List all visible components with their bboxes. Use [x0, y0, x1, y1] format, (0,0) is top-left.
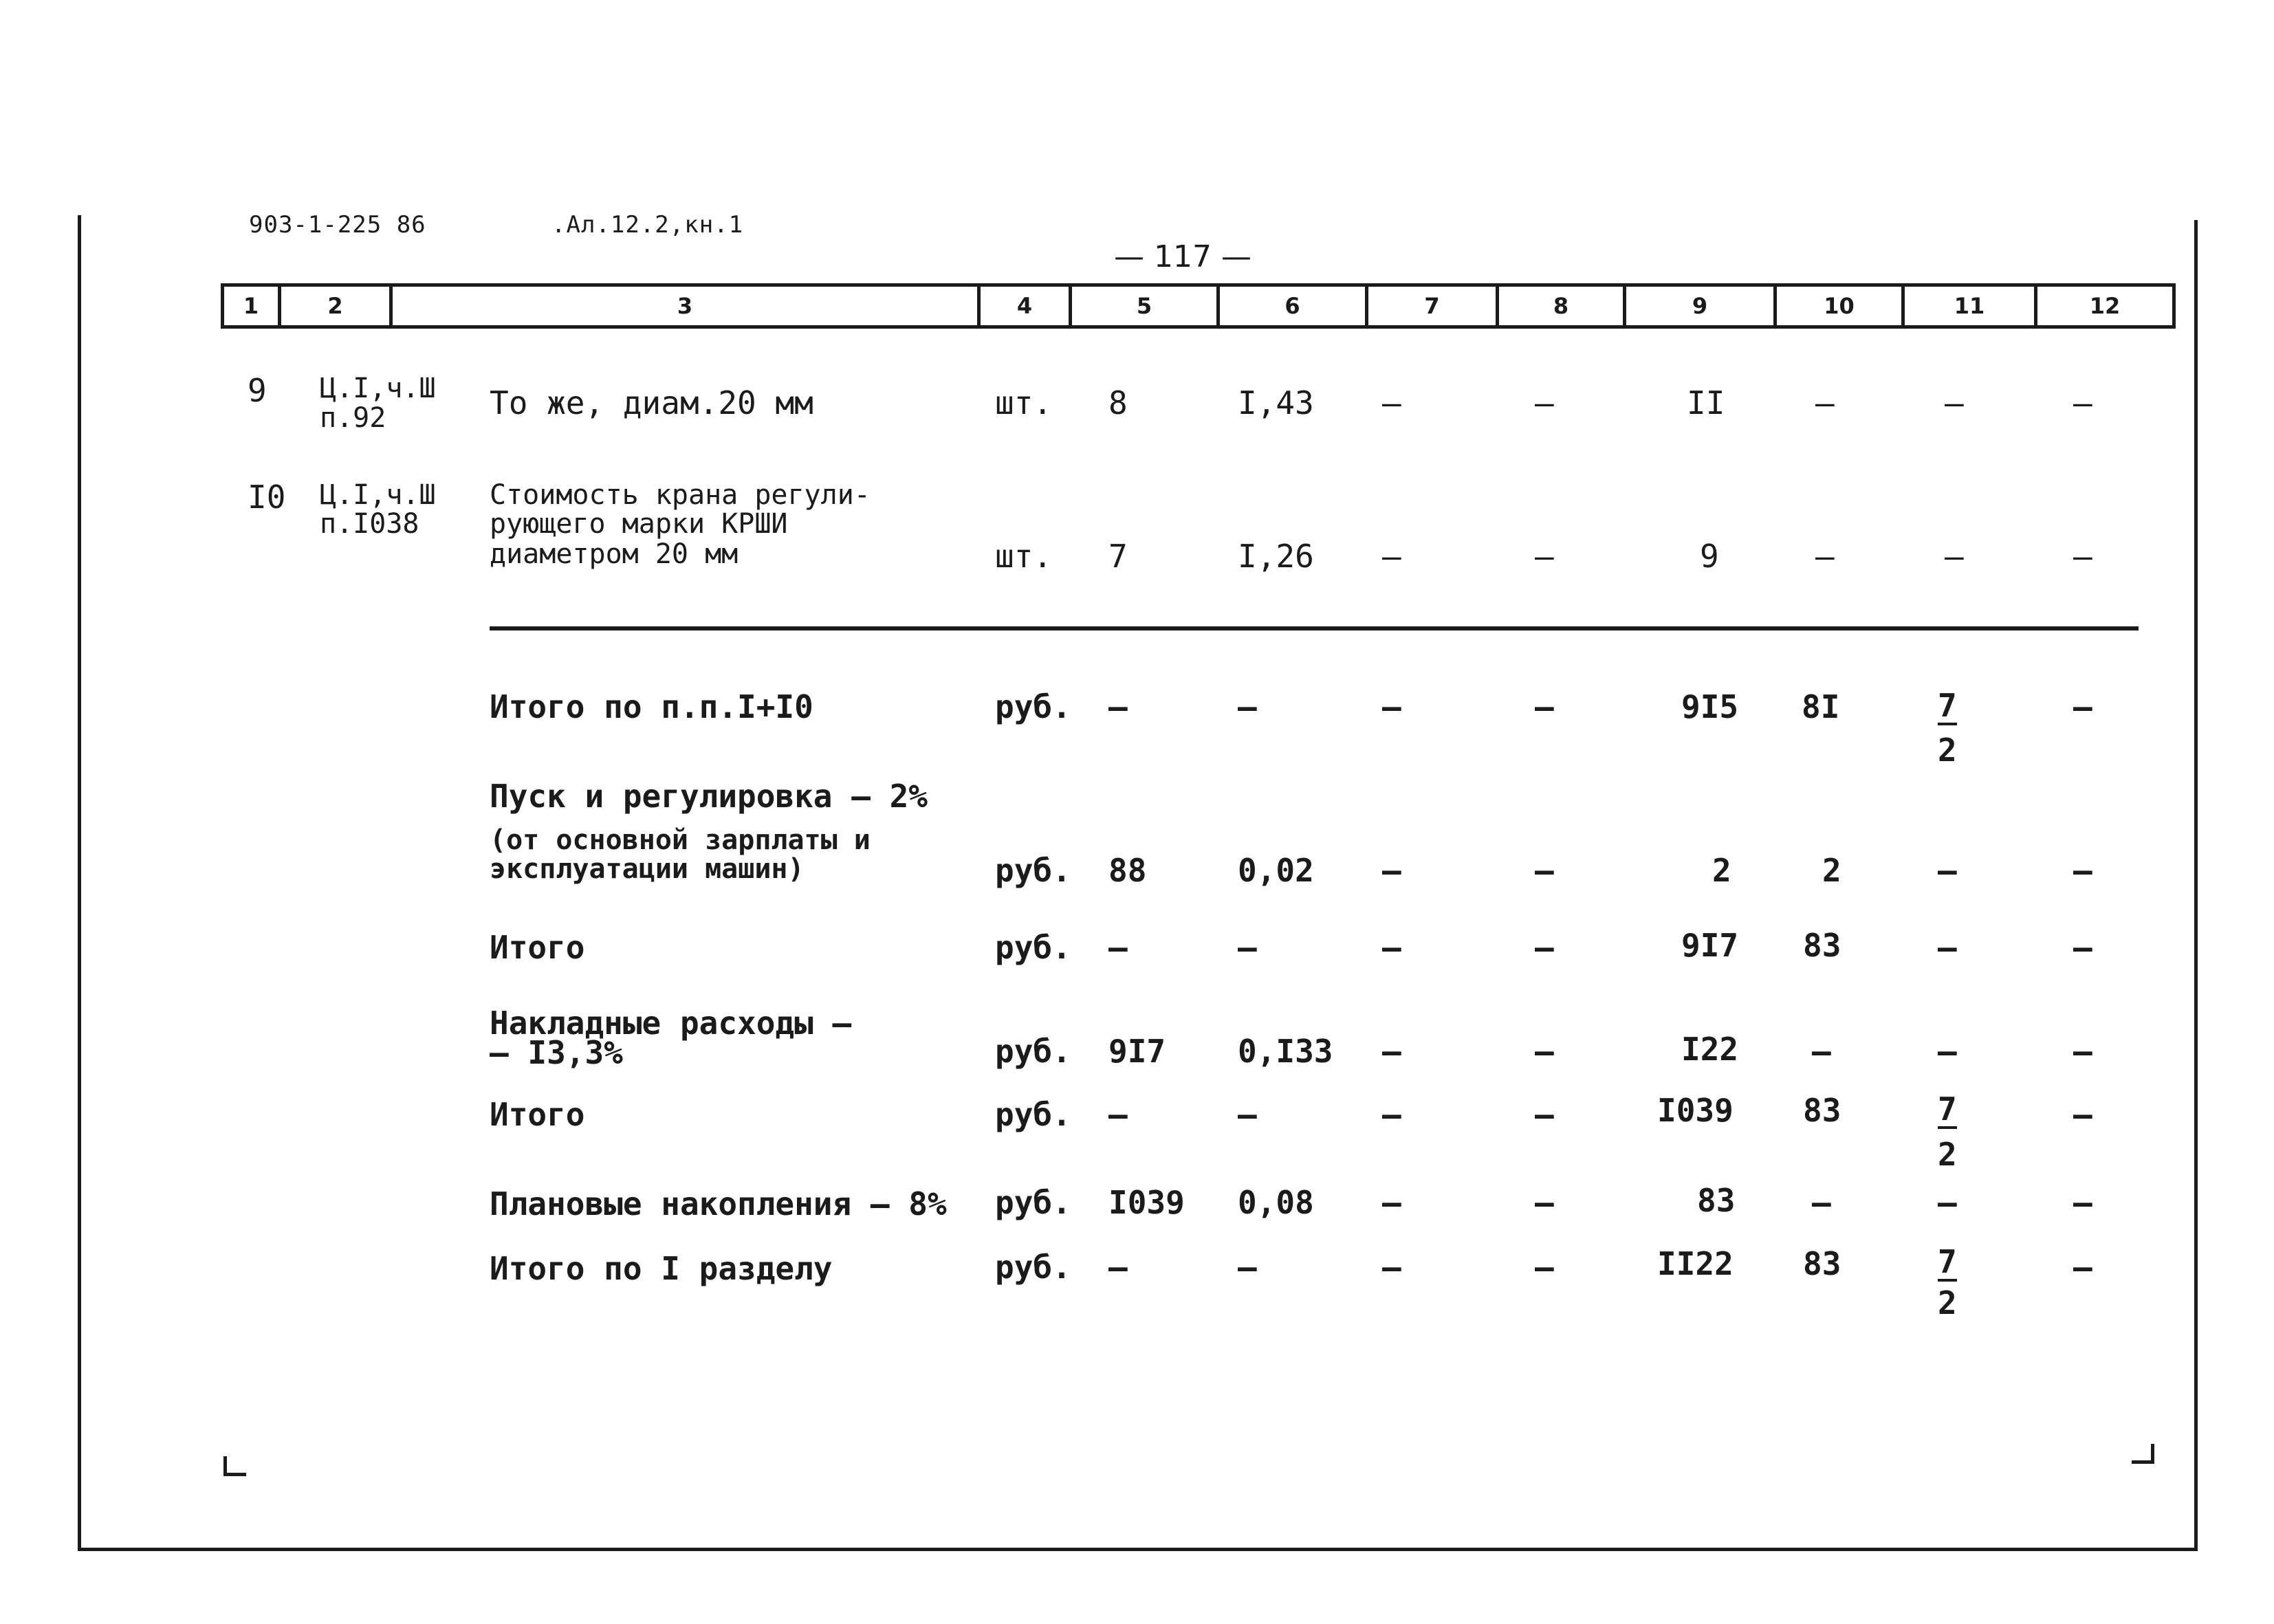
unit-cell: шт. [995, 384, 1053, 421]
cell-col11: – [1938, 852, 1957, 889]
cell-col8: – [1535, 929, 1554, 966]
cell-col12: – [2073, 1249, 2092, 1286]
cell-col9: 2 [1712, 852, 1731, 889]
cell-col6: – [1238, 1096, 1257, 1133]
cell-col11-denominator: 2 [1938, 1284, 1957, 1321]
column-number: 10 [1775, 285, 1903, 327]
column-number: 12 [2036, 285, 2174, 327]
cell-col10: 2 [1822, 852, 1841, 889]
cell-col10: – [1812, 1184, 1831, 1221]
cell-col11: – [1938, 929, 1957, 966]
column-number: 7 [1367, 285, 1498, 327]
cell-col6: – [1238, 688, 1257, 725]
cell-col8: – [1535, 1249, 1554, 1286]
column-number: 3 [391, 285, 979, 327]
column-number-header [221, 283, 2176, 329]
cell-col8: – [1535, 688, 1554, 725]
item-description: Накладные расходы – [490, 1005, 852, 1042]
unit-cell: руб. [995, 1033, 1071, 1070]
album-reference: .Ал.12.2,кн.1 [551, 211, 744, 239]
cell-col11: – [1938, 1184, 1957, 1221]
unit-cell: руб. [995, 852, 1071, 889]
cell-col5: 9I7 [1108, 1033, 1166, 1070]
cell-col6: 0,02 [1238, 852, 1314, 889]
cell-col10: 83 [1803, 927, 1841, 964]
price-reference: Ц.I,ч.Ш [320, 479, 436, 511]
cell-col9: 83 [1697, 1182, 1736, 1219]
column-number: 11 [1903, 285, 2036, 327]
cell-col7: – [1382, 852, 1401, 889]
cell-col5: – [1108, 1249, 1128, 1286]
cell-col6: – [1238, 1249, 1257, 1286]
column-number: 8 [1498, 285, 1625, 327]
frame-left-border [78, 215, 81, 1551]
item-description: Итого [490, 929, 585, 966]
item-description: Стоимость крана регули- [490, 479, 871, 511]
cell-col7: – [1382, 1096, 1401, 1133]
cell-col7: – [1382, 384, 1401, 421]
cell-col12: – [2073, 538, 2092, 575]
item-description: (от основной зарплаты и [490, 824, 871, 856]
cell-col8: – [1535, 1033, 1554, 1070]
cell-col9: 9I7 [1681, 927, 1739, 964]
unit-cell: руб. [995, 1249, 1071, 1286]
item-description: Итого по п.п.I+I0 [490, 688, 813, 725]
section-divider [490, 626, 2139, 630]
document-code: 903-1-225 86 [249, 211, 426, 239]
column-number: 2 [280, 285, 391, 327]
unit-cell: руб. [995, 1184, 1071, 1221]
cell-col6: I,26 [1238, 538, 1314, 575]
cell-col7: – [1382, 688, 1401, 725]
cell-col5: 8 [1108, 384, 1128, 421]
cell-col7: – [1382, 1033, 1401, 1070]
cell-col11-numerator: 7 [1938, 687, 1957, 724]
column-number: 9 [1625, 285, 1775, 327]
cell-col8: – [1535, 852, 1554, 889]
item-description: рующего марки КРШИ [490, 508, 788, 540]
cell-col12: – [2073, 852, 2092, 889]
unit-cell: руб. [995, 1096, 1071, 1133]
price-reference: Ц.I,ч.Ш [320, 373, 436, 404]
cell-col7: – [1382, 1184, 1401, 1221]
cell-col11-denominator: 2 [1938, 1136, 1957, 1173]
price-reference: п.92 [320, 402, 386, 434]
cell-col12: – [2073, 1184, 2092, 1221]
cell-col11-denominator: 2 [1938, 732, 1957, 769]
frame-bottom-border [78, 1548, 2198, 1551]
cell-col7: – [1382, 1249, 1401, 1286]
cell-col5: 88 [1108, 852, 1147, 889]
cell-col10: – [1815, 384, 1835, 421]
item-description: Итого [490, 1096, 585, 1133]
frame-right-border [2194, 220, 2198, 1551]
cell-col11: – [1945, 384, 1964, 421]
row-number: 9 [248, 372, 267, 409]
row-number: I0 [248, 479, 286, 516]
column-number: 6 [1218, 285, 1367, 327]
cell-col11-numerator: 7 [1938, 1243, 1957, 1280]
cell-col12: – [2073, 1033, 2092, 1070]
item-description: Итого по I разделу [490, 1250, 833, 1287]
column-number: 5 [1071, 285, 1218, 327]
page-number: — 117 — [1114, 239, 1251, 274]
cell-col5: I039 [1108, 1184, 1185, 1221]
item-description: эксплуатации машин) [490, 853, 805, 885]
cell-col6: – [1238, 929, 1257, 966]
cell-col10: 8I [1802, 688, 1840, 725]
cell-col10: – [1815, 538, 1835, 575]
cell-col8: – [1535, 384, 1554, 421]
item-description: То же, диам.20 мм [490, 384, 813, 421]
cell-col9: 9 [1700, 538, 1719, 575]
cell-col7: – [1382, 929, 1401, 966]
cell-col9: I039 [1657, 1092, 1734, 1129]
cell-col5: – [1108, 929, 1128, 966]
column-number: 1 [223, 285, 280, 327]
cell-col12: – [2073, 688, 2092, 725]
cell-col7: – [1382, 538, 1401, 575]
cell-col10: 83 [1803, 1092, 1841, 1129]
cell-col5: – [1108, 688, 1128, 725]
cell-col11: – [1938, 1033, 1957, 1070]
crop-mark-bottom-left [223, 1456, 246, 1476]
cell-col6: 0,08 [1238, 1184, 1314, 1221]
cell-col5: – [1108, 1096, 1128, 1133]
item-description: Плановые накопления – 8% [490, 1185, 947, 1222]
unit-cell: руб. [995, 688, 1071, 725]
item-description: диаметром 20 мм [490, 538, 739, 570]
cell-col8: – [1535, 538, 1554, 575]
cell-col9: I22 [1681, 1031, 1739, 1068]
item-description: – I3,3% [490, 1034, 623, 1071]
cell-col6: I,43 [1238, 384, 1314, 421]
cell-col5: 7 [1108, 538, 1128, 575]
unit-cell: шт. [995, 538, 1053, 575]
cell-col12: – [2073, 929, 2092, 966]
cell-col9: II22 [1657, 1245, 1734, 1282]
cell-col11: – [1945, 538, 1964, 575]
cell-col11-numerator: 7 [1938, 1090, 1957, 1128]
cell-col12: – [2073, 384, 2092, 421]
price-reference: п.I038 [320, 508, 419, 540]
item-description: Пуск и регулировка – 2% [490, 778, 928, 815]
cell-col9: II [1687, 384, 1725, 421]
unit-cell: руб. [995, 929, 1071, 966]
cell-col8: – [1535, 1096, 1554, 1133]
cell-col8: – [1535, 1184, 1554, 1221]
cell-col10: – [1812, 1033, 1831, 1070]
crop-mark-bottom-right [2132, 1444, 2154, 1464]
column-number: 4 [979, 285, 1071, 327]
cell-col6: 0,I33 [1238, 1033, 1333, 1070]
cell-col9: 9I5 [1681, 688, 1739, 725]
cell-col12: – [2073, 1096, 2092, 1133]
cell-col10: 83 [1803, 1245, 1841, 1282]
